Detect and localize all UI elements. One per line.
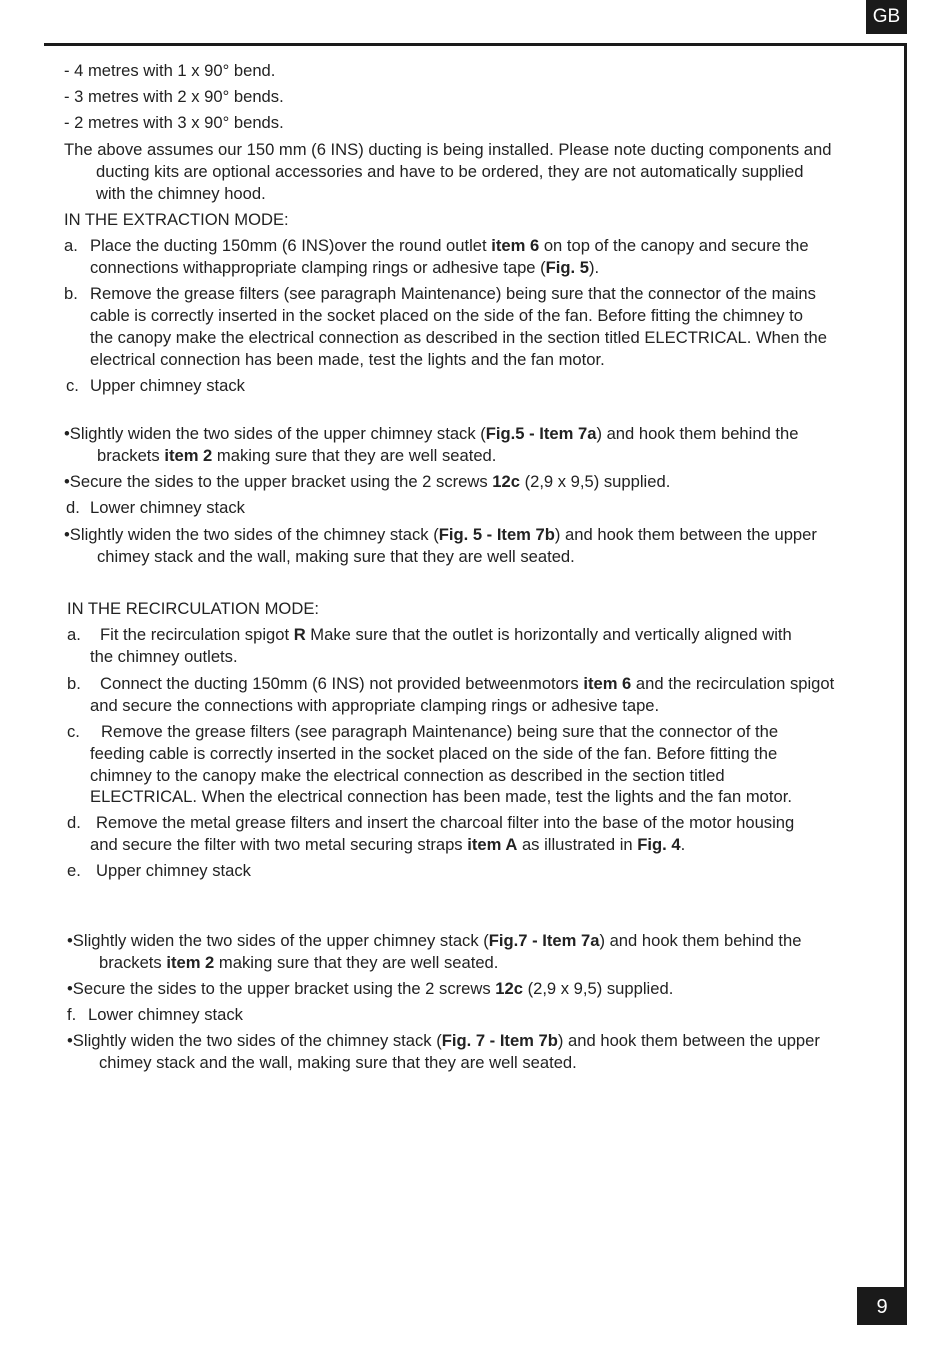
- recirculation-d-line-2: and secure the filter with two metal securing straps item A as illustrated in Fig. 4.: [90, 835, 686, 854]
- extraction-a-line-1: Place the ducting 150mm (6 INS)over the round outlet item 6 on top of the canopy and secure the: [90, 236, 809, 255]
- extraction-b-marker: b.: [64, 284, 78, 303]
- recirculation-bullet-1-line-2: brackets item 2 making sure that they are well seated.: [99, 953, 499, 972]
- recirculation-b-line-2: and secure the connections with appropriate clamping rings or adhesive tape.: [90, 696, 660, 715]
- recirculation-d-line-1: Remove the metal grease filters and insert the charcoal filter into the base of the motor housing: [96, 813, 795, 832]
- recirculation-f-text: Lower chimney stack: [88, 1005, 243, 1024]
- extraction-heading: IN THE EXTRACTION MODE:: [64, 210, 289, 229]
- recirculation-c-line-4: ELECTRICAL. When the electrical connection has been made, test the lights and the fan motor.: [90, 787, 792, 806]
- recirculation-e-text: Upper chimney stack: [96, 861, 251, 880]
- recirculation-a-line-1: Fit the recirculation spigot R Make sure that the outlet is horizontally and vertically aligned with: [100, 625, 792, 644]
- extraction-c-text: Upper chimney stack: [90, 376, 245, 395]
- recirculation-b-line-1: Connect the ducting 150mm (6 INS) not provided betweenmotors item 6 and the recirculation spigot: [100, 674, 835, 693]
- extraction-bullet-1-line-2: brackets item 2 making sure that they are well seated.: [97, 446, 497, 465]
- intro-line-3: with the chimney hood.: [96, 184, 266, 203]
- top-rule: [44, 43, 906, 46]
- extraction-bullet-3-line-1: •Slightly widen the two sides of the chimney stack (Fig. 5 - Item 7b) and hook them between the upper: [64, 525, 817, 544]
- recirculation-c-line-1: Remove the grease filters (see paragraph Maintenance) being sure that the connector of the: [101, 722, 779, 741]
- recirculation-a-line-2: the chimney outlets.: [90, 647, 238, 666]
- page-number-badge: 9: [857, 1287, 907, 1325]
- recirculation-a-marker: a.: [67, 625, 81, 644]
- extraction-b-line-4: electrical connection has been made, test the lights and the fan motor.: [90, 350, 605, 369]
- extraction-b-line-1: Remove the grease filters (see paragraph Maintenance) being sure that the connector of the mains: [90, 284, 816, 303]
- recirculation-c-line-3: chimney to the canopy make the electrical connection as described in the section titled: [90, 766, 725, 785]
- extraction-b-line-2: cable is correctly inserted in the socket placed on the side of the fan. Before fitting the chimney to: [90, 306, 804, 325]
- recirculation-bullet-3-line-1: •Slightly widen the two sides of the chimney stack (Fig. 7 - Item 7b) and hook them between the upper: [67, 1031, 820, 1050]
- recirculation-d-marker: d.: [67, 813, 81, 832]
- recirculation-bullet-2: •Secure the sides to the upper bracket using the 2 screws 12c (2,9 x 9,5) supplied.: [67, 979, 674, 998]
- language-badge: GB: [866, 0, 907, 34]
- extraction-bullet-3-line-2: chimey stack and the wall, making sure that they are well seated.: [97, 547, 575, 566]
- extraction-d-text: Lower chimney stack: [90, 498, 245, 517]
- recirculation-bullet-3-line-2: chimey stack and the wall, making sure that they are well seated.: [99, 1053, 577, 1072]
- bend-item-2: - 3 metres with 2 x 90° bends.: [64, 87, 284, 106]
- extraction-c-marker: c.: [66, 376, 79, 395]
- recirculation-bullet-1-line-1: •Slightly widen the two sides of the upper chimney stack (Fig.7 - Item 7a) and hook them behind the: [67, 931, 802, 950]
- recirculation-b-marker: b.: [67, 674, 81, 693]
- extraction-bullet-2: •Secure the sides to the upper bracket using the 2 screws 12c (2,9 x 9,5) supplied.: [64, 472, 671, 491]
- recirculation-e-marker: e.: [67, 861, 81, 880]
- bend-item-1: - 4 metres with 1 x 90° bend.: [64, 61, 276, 80]
- extraction-d-marker: d.: [66, 498, 80, 517]
- extraction-a-marker: a.: [64, 236, 78, 255]
- bend-item-3: - 2 metres with 3 x 90° bends.: [64, 113, 284, 132]
- extraction-b-line-3: the canopy make the electrical connection as described in the section titled ELECTRICAL. When the: [90, 328, 827, 347]
- recirculation-c-line-2: feeding cable is correctly inserted in the socket placed on the side of the fan. Before fitting the: [90, 744, 778, 763]
- extraction-bullet-1-line-1: •Slightly widen the two sides of the upper chimney stack (Fig.5 - Item 7a) and hook them behind the: [64, 424, 799, 443]
- recirculation-f-marker: f.: [67, 1005, 77, 1024]
- recirculation-c-marker: c.: [67, 722, 80, 741]
- intro-line-2: ducting kits are optional accessories and have to be ordered, they are not automatically supplied: [96, 162, 804, 181]
- extraction-a-line-2: connections withappropriate clamping rings or adhesive tape (Fig. 5).: [90, 258, 600, 277]
- intro-line-1: The above assumes our 150 mm (6 INS) ducting is being installed. Please note ducting components and: [64, 140, 832, 159]
- right-rule: [904, 43, 907, 1288]
- recirculation-heading: IN THE RECIRCULATION MODE:: [67, 599, 320, 618]
